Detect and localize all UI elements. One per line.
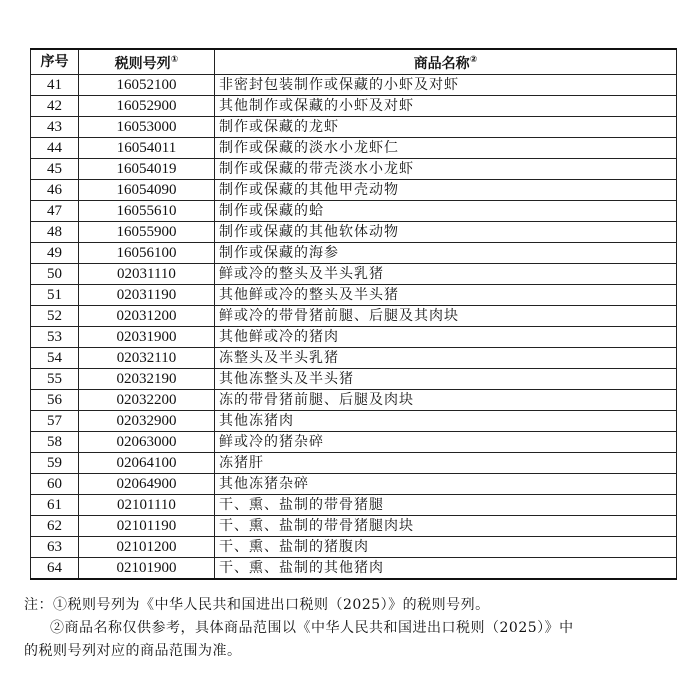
row-name: 其他制作或保藏的小虾及对虾 <box>215 96 677 117</box>
row-name: 干、熏、盐制的猪腹肉 <box>215 537 677 558</box>
row-seq: 54 <box>31 348 79 369</box>
table-row <box>31 558 677 580</box>
row-seq: 45 <box>31 159 79 180</box>
table-row <box>31 411 677 432</box>
table-row <box>31 327 677 348</box>
row-name: 其他冻猪杂碎 <box>215 474 677 495</box>
row-name: 其他冻整头及半头猪 <box>215 369 677 390</box>
table-row <box>31 180 677 201</box>
row-seq: 46 <box>31 180 79 201</box>
table-row <box>31 264 677 285</box>
row-code: 16053000 <box>79 117 215 138</box>
row-name: 其他鲜或冷的整头及半头猪 <box>215 285 677 306</box>
footnote-2: ②商品名称仅供参考，具体商品范围以《中华人民共和国进出口税则（2025）》中 <box>50 620 574 636</box>
footnote-2-continued: 的税则号列对应的商品范围为准。 <box>24 643 242 659</box>
row-code: 02031190 <box>79 285 215 306</box>
table-row <box>31 96 677 117</box>
row-code: 02063000 <box>79 432 215 453</box>
table-row <box>31 432 677 453</box>
row-name: 制作或保藏的龙虾 <box>215 117 677 138</box>
row-seq: 61 <box>31 495 79 516</box>
row-name: 制作或保藏的淡水小龙虾仁 <box>215 138 677 159</box>
row-code: 02064900 <box>79 474 215 495</box>
row-code: 02031900 <box>79 327 215 348</box>
row-name: 非密封包装制作或保藏的小虾及对虾 <box>215 75 677 96</box>
table-body <box>31 75 677 580</box>
row-seq: 44 <box>31 138 79 159</box>
row-name: 鲜或冷的带骨猪前腿、后腿及其肉块 <box>215 306 677 327</box>
row-name: 干、熏、盐制的带骨猪腿肉块 <box>215 516 677 537</box>
row-seq: 42 <box>31 96 79 117</box>
row-code: 16055610 <box>79 201 215 222</box>
row-name: 干、熏、盐制的其他猪肉 <box>215 558 677 580</box>
row-name: 鲜或冷的整头及半头乳猪 <box>215 264 677 285</box>
row-seq: 48 <box>31 222 79 243</box>
table-row <box>31 369 677 390</box>
row-seq: 53 <box>31 327 79 348</box>
row-code: 02064100 <box>79 453 215 474</box>
row-seq: 58 <box>31 432 79 453</box>
row-code: 16052900 <box>79 96 215 117</box>
row-seq: 62 <box>31 516 79 537</box>
row-code: 02031110 <box>79 264 215 285</box>
row-seq: 43 <box>31 117 79 138</box>
row-seq: 60 <box>31 474 79 495</box>
footnote-1: 注：①税则号列为《中华人民共和国进出口税则（2025）》的税则号列。 <box>24 597 490 613</box>
table-row <box>31 474 677 495</box>
row-seq: 52 <box>31 306 79 327</box>
row-seq: 64 <box>31 558 79 580</box>
tariff-table <box>30 48 677 580</box>
row-name: 制作或保藏的海参 <box>215 243 677 264</box>
row-seq: 56 <box>31 390 79 411</box>
row-name: 制作或保藏的蛤 <box>215 201 677 222</box>
row-seq: 63 <box>31 537 79 558</box>
row-code: 16054011 <box>79 138 215 159</box>
row-name: 鲜或冷的猪杂碎 <box>215 432 677 453</box>
header-code: 税则号列① <box>79 49 215 75</box>
row-code: 16055900 <box>79 222 215 243</box>
row-code: 02032900 <box>79 411 215 432</box>
row-name: 制作或保藏的带壳淡水小龙虾 <box>215 159 677 180</box>
row-code: 02032110 <box>79 348 215 369</box>
table-row <box>31 222 677 243</box>
row-seq: 59 <box>31 453 79 474</box>
header-name: 商品名称② <box>215 49 677 75</box>
table-row <box>31 453 677 474</box>
row-name: 其他鲜或冷的猪肉 <box>215 327 677 348</box>
table-row <box>31 348 677 369</box>
row-code: 02031200 <box>79 306 215 327</box>
row-seq: 50 <box>31 264 79 285</box>
table-row <box>31 306 677 327</box>
row-seq: 41 <box>31 75 79 96</box>
row-name: 冻的带骨猪前腿、后腿及肉块 <box>215 390 677 411</box>
row-name: 干、熏、盐制的带骨猪腿 <box>215 495 677 516</box>
row-seq: 57 <box>31 411 79 432</box>
row-code: 02032190 <box>79 369 215 390</box>
row-code: 02101200 <box>79 537 215 558</box>
row-code: 02101190 <box>79 516 215 537</box>
row-code: 16056100 <box>79 243 215 264</box>
table-row <box>31 285 677 306</box>
table-row <box>31 537 677 558</box>
row-code: 02032200 <box>79 390 215 411</box>
table-row <box>31 390 677 411</box>
row-name: 冻猪肝 <box>215 453 677 474</box>
table-row <box>31 201 677 222</box>
table-row <box>31 117 677 138</box>
row-code: 02101900 <box>79 558 215 580</box>
row-code: 16052100 <box>79 75 215 96</box>
table-row <box>31 243 677 264</box>
row-name: 制作或保藏的其他软体动物 <box>215 222 677 243</box>
row-seq: 47 <box>31 201 79 222</box>
row-code: 16054019 <box>79 159 215 180</box>
row-name: 冻整头及半头乳猪 <box>215 348 677 369</box>
row-seq: 51 <box>31 285 79 306</box>
table-header-row <box>31 49 677 75</box>
row-code: 02101110 <box>79 495 215 516</box>
table-row <box>31 75 677 96</box>
footnote-mark-1: ① <box>170 55 179 65</box>
row-seq: 55 <box>31 369 79 390</box>
table-row <box>31 495 677 516</box>
footnote-mark-2: ② <box>469 55 478 65</box>
row-code: 16054090 <box>79 180 215 201</box>
footnotes <box>24 594 684 663</box>
row-name: 制作或保藏的其他甲壳动物 <box>215 180 677 201</box>
table-row <box>31 159 677 180</box>
table-row <box>31 138 677 159</box>
row-seq: 49 <box>31 243 79 264</box>
header-seq: 序号 <box>31 49 79 75</box>
row-name: 其他冻猪肉 <box>215 411 677 432</box>
table-row <box>31 516 677 537</box>
